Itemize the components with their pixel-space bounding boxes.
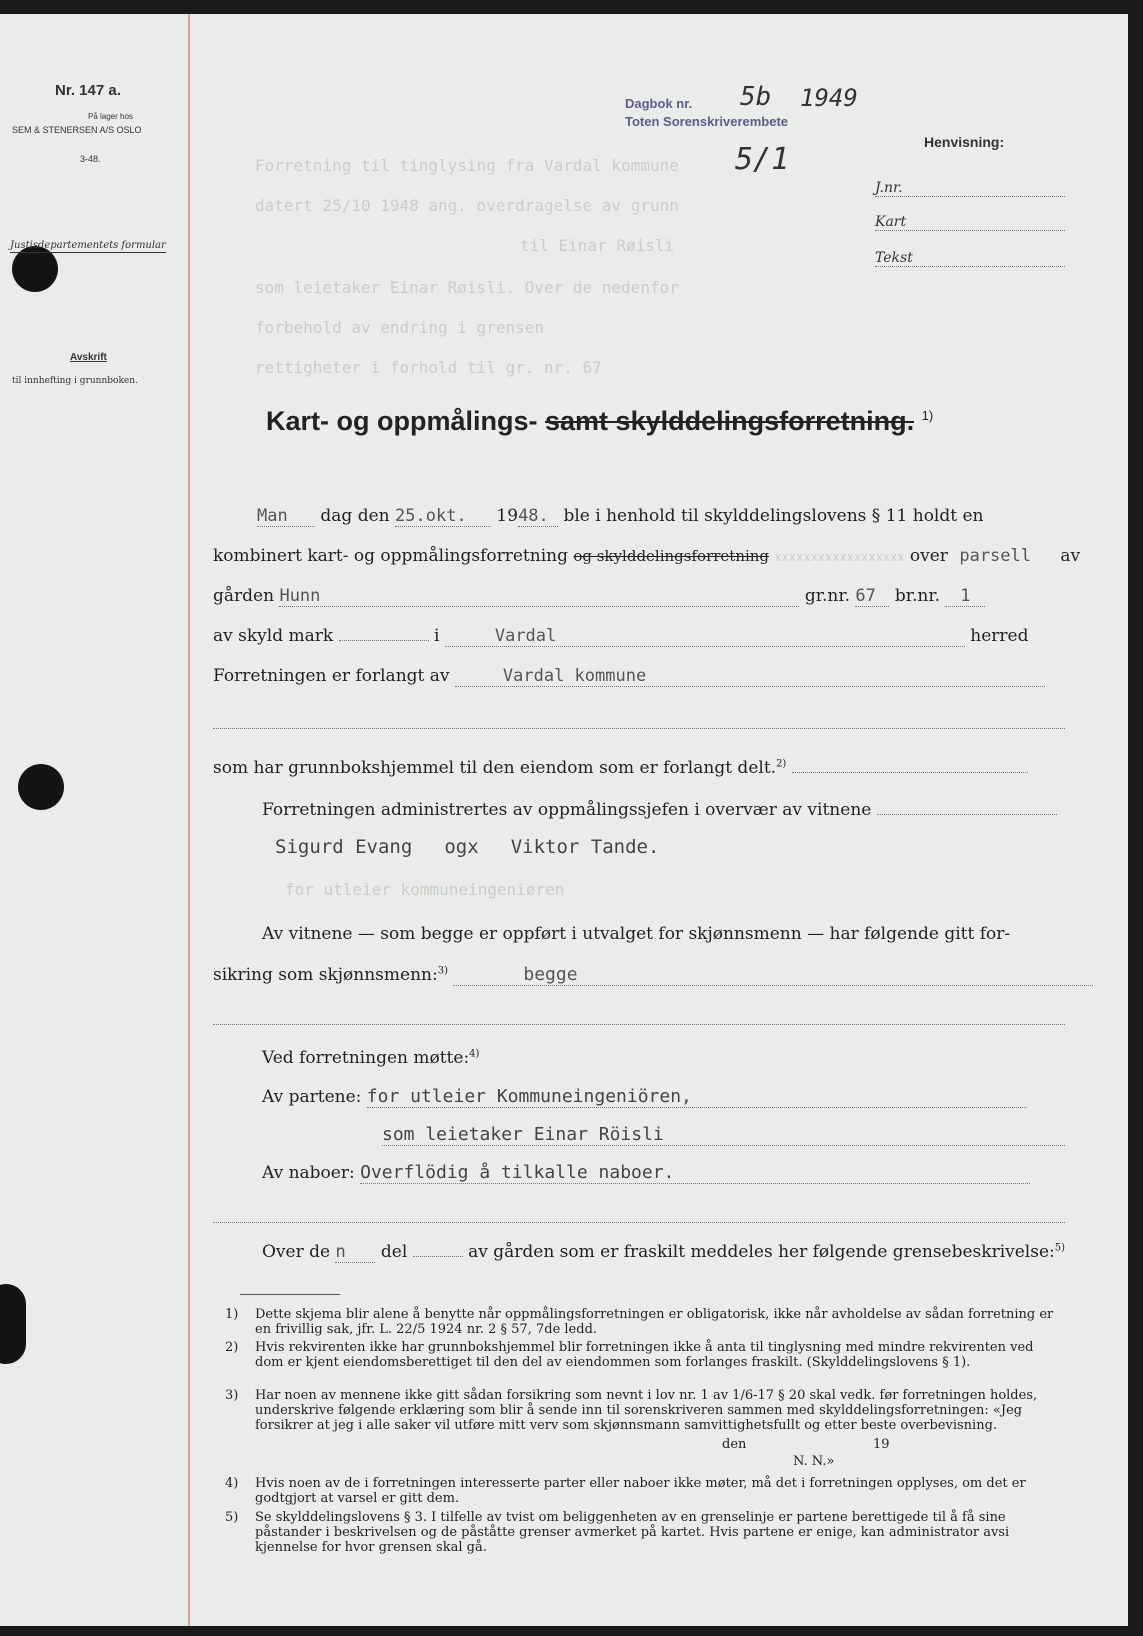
- footnote-text: Har noen av mennene ikke gitt sådan forsikring som nevnt i lov nr. 1 av 1/6-17 § 20 skal vedk. før forretningen holdes, underskrive følgende erklæring som blir å sende inn til sorenskriveren sammen med skylddelingsforretningen: «Jeg forsikrer at jeg i alle saker vil utføre mitt verv som skjønnsmann samvittighetsfullt og etter beste overbevisning.: [255, 1388, 1038, 1433]
- footnote-number: 3): [225, 1388, 239, 1403]
- title-main: Kart- og oppmålings-: [266, 406, 538, 436]
- footnote-number: 1): [225, 1307, 239, 1322]
- witness-2: Viktor Tande.: [510, 836, 660, 858]
- punch-hole: [0, 1284, 26, 1364]
- fn3-den: den: [722, 1437, 747, 1452]
- label-del: del: [380, 1242, 408, 1262]
- journal-number: 5b: [740, 82, 772, 112]
- partene-value-2: som leietaker Einar Röisli: [382, 1124, 1065, 1146]
- grnr-value: 67: [855, 586, 889, 607]
- municipality-value: Vardal: [445, 626, 965, 647]
- fn-mark: 3): [437, 965, 448, 977]
- bleed-text: Forretning til tinglysing fra Vardal kommune: [255, 156, 679, 175]
- copy-note: til innhefting i grunnboken.: [12, 376, 138, 386]
- title-struck: samt skylddelingsforretning.: [545, 406, 915, 436]
- label-sikring: sikring som skjønnsmenn:: [213, 965, 438, 985]
- label-dag-den: dag den: [320, 506, 390, 526]
- fn3-sign: N. N.»: [793, 1454, 835, 1469]
- admin-row: [262, 800, 1065, 820]
- title-footnote-mark: 1): [921, 408, 934, 423]
- label-year-prefix: 19: [496, 506, 519, 526]
- fn-mark: 2): [776, 758, 787, 770]
- sikring-value: begge: [453, 964, 1093, 986]
- printer-name: SEM & STENERSEN A/S OSLO: [12, 125, 142, 135]
- print-date: 3-48.: [80, 154, 101, 164]
- label-brnr: br.nr.: [894, 586, 940, 606]
- partene-row: [262, 1086, 1065, 1108]
- form-number: Nr. 147 a.: [55, 82, 121, 99]
- form-title: [266, 406, 933, 437]
- label-herred: herred: [970, 626, 1029, 646]
- label-motte: Ved forretningen møtte:: [262, 1048, 470, 1068]
- footnote-text: Dette skjema blir alene å benytte når oppmålingsforretningen er obligatorisk, ikke når avholdelse av sådan forretning er en frivillig sak, jfr. L. 22/5 1924 nr. 2 § 57, 7de ledd.: [255, 1307, 1054, 1337]
- witness-row: [275, 836, 1065, 858]
- struck-skyld: og skylddelingsforretning: [573, 547, 770, 565]
- part-value: n: [335, 1242, 375, 1263]
- label-grense: av gården som er fraskilt meddeles her følgende grensebeskrivelse:: [468, 1242, 1055, 1262]
- printer-line: På lager hos: [88, 112, 133, 121]
- footnote-text: Hvis rekvirenten ikke har grunnbokshjemmel blir forretningen ikke å anta til tinglysning med mindre rekvirenten ved dom er kjent eiendomsberettiget til den del av eiendommen som forlanges fraskilt. (Skylddelingslovens § 1).: [255, 1340, 1034, 1370]
- label-admin: Forretningen administrertes av oppmålingssjefen i overvær av vitnene: [262, 800, 872, 820]
- bleed-text: til Einar Røisli: [520, 236, 675, 255]
- reference-label: Henvisning:: [924, 134, 1005, 150]
- grunnbok-row: [213, 758, 1065, 778]
- combined-row: [213, 546, 1081, 566]
- label-over: over: [909, 546, 948, 566]
- footnote-number: 5): [225, 1510, 239, 1525]
- journal-year: 1949: [800, 84, 858, 112]
- footnote-number: 4): [225, 1476, 239, 1491]
- footnote-3: [225, 1388, 1065, 1433]
- year-value: 48.: [518, 506, 558, 527]
- bleed-text: forbehold av endring i grensen: [255, 318, 544, 337]
- footnote-number: 2): [225, 1340, 239, 1355]
- blank-row: [213, 1202, 1065, 1223]
- margin-rule: [188, 14, 190, 1626]
- footnote-text: Se skylddelingslovens § 3. I tilfelle av tvist om beliggenheten av en grenselinje er partene berettigede til å få sine påstander i beskrivelsen og de påståtte grenser avmerket på kartet. Hvis partene er enige, kan administrator avsi kjennelse for hvor grensen skal gå.: [255, 1510, 1010, 1555]
- bleed-text: rettigheter i forhold til gr. nr. 67: [255, 358, 602, 377]
- stamp-office: Toten Sorenskriverembete: [625, 114, 789, 129]
- label-grnr: gr.nr.: [804, 586, 851, 606]
- brnr-value: 1: [945, 586, 985, 607]
- footnote-5: [225, 1510, 1065, 1555]
- object-value: parsell: [959, 546, 1031, 566]
- label-av: av: [1060, 546, 1081, 566]
- weekday-value: Man: [257, 506, 315, 527]
- stamp-journal: Dagbok nr.: [625, 96, 693, 111]
- footnote-1: [225, 1307, 1065, 1337]
- footnote-2: [225, 1340, 1065, 1370]
- faint-witness: for utleier kommuneingeniøren: [285, 880, 565, 899]
- partene-value-1: for utleier Kommuneingeniören,: [367, 1086, 1027, 1108]
- motte-row: [262, 1048, 1065, 1068]
- footnote-rule: [240, 1294, 340, 1295]
- farm-value: Hunn: [279, 586, 799, 607]
- crossed-out: xxxxxxxxxxxxxxxxxx: [774, 550, 905, 564]
- ministry-form: Justisdepartementets formular: [10, 240, 166, 251]
- copy-label: Avskrift: [70, 352, 107, 363]
- requester-row: [213, 666, 1065, 687]
- partene-row-2: [382, 1124, 1065, 1146]
- label-partene: Av partene:: [262, 1087, 362, 1107]
- label-skyld: av skyld mark: [213, 626, 334, 646]
- label-grunnbok: som har grunnbokshjemmel til den eiendom som er forlangt delt.: [213, 758, 777, 778]
- date-value: 25.okt.: [395, 506, 491, 527]
- label-kombinert: kombinert kart- og oppmålingsforretning: [213, 546, 568, 566]
- label-i: i: [434, 626, 440, 646]
- bleed-text: datert 25/10 1948 ang. overdragelse av grunn: [255, 196, 679, 215]
- journal-date: 5/1: [735, 142, 790, 177]
- grense-row: [262, 1242, 1065, 1263]
- label-naboer: Av naboer:: [262, 1163, 355, 1183]
- sikring-row: [213, 964, 1065, 986]
- naboer-value: Overflödig å tilkalle naboer.: [360, 1162, 1030, 1184]
- label-over-de: Over de: [262, 1242, 331, 1262]
- fn-mark: 5): [1054, 1242, 1066, 1254]
- witness-conjunction: ogx: [444, 836, 479, 858]
- bleed-text: som leietaker Einar Røisli. Over de nedenfor: [255, 278, 679, 297]
- punch-hole: [18, 764, 64, 810]
- reference-jnr: J.nr.: [875, 180, 1065, 197]
- blank-row: [213, 708, 1065, 729]
- naboer-row: [262, 1162, 1065, 1184]
- fn3-year: 19: [873, 1437, 890, 1452]
- skyld-row: [213, 626, 1065, 647]
- footnote-text: Hvis noen av de i forretningen interesserte parter eller naboer ikke møter, må det i forretningen opplyses, om det er godtgjort at varsel er gitt dem.: [255, 1476, 1026, 1506]
- label-forlangt: Forretningen er forlangt av: [213, 666, 450, 686]
- witness-1: Sigurd Evang: [275, 836, 413, 858]
- vitnene-row: Av vitnene — som begge er oppført i utvalget for skjønnsmenn — har følgende gitt for-: [262, 924, 1011, 944]
- label-ble-text: ble i henhold til skylddelingslovens § 11 holdt en: [563, 506, 984, 526]
- reference-tekst: Tekst: [875, 250, 1065, 267]
- label-garden: gården: [213, 586, 275, 606]
- document-page: [0, 14, 1128, 1626]
- fn-mark: 4): [469, 1048, 480, 1060]
- date-row: [213, 506, 1065, 527]
- requester-value: Vardal kommune: [455, 666, 1045, 687]
- farm-row: [213, 586, 1065, 607]
- footnote-4: [225, 1476, 1065, 1506]
- reference-kart: Kart: [875, 214, 1065, 231]
- blank-row: [213, 1004, 1065, 1025]
